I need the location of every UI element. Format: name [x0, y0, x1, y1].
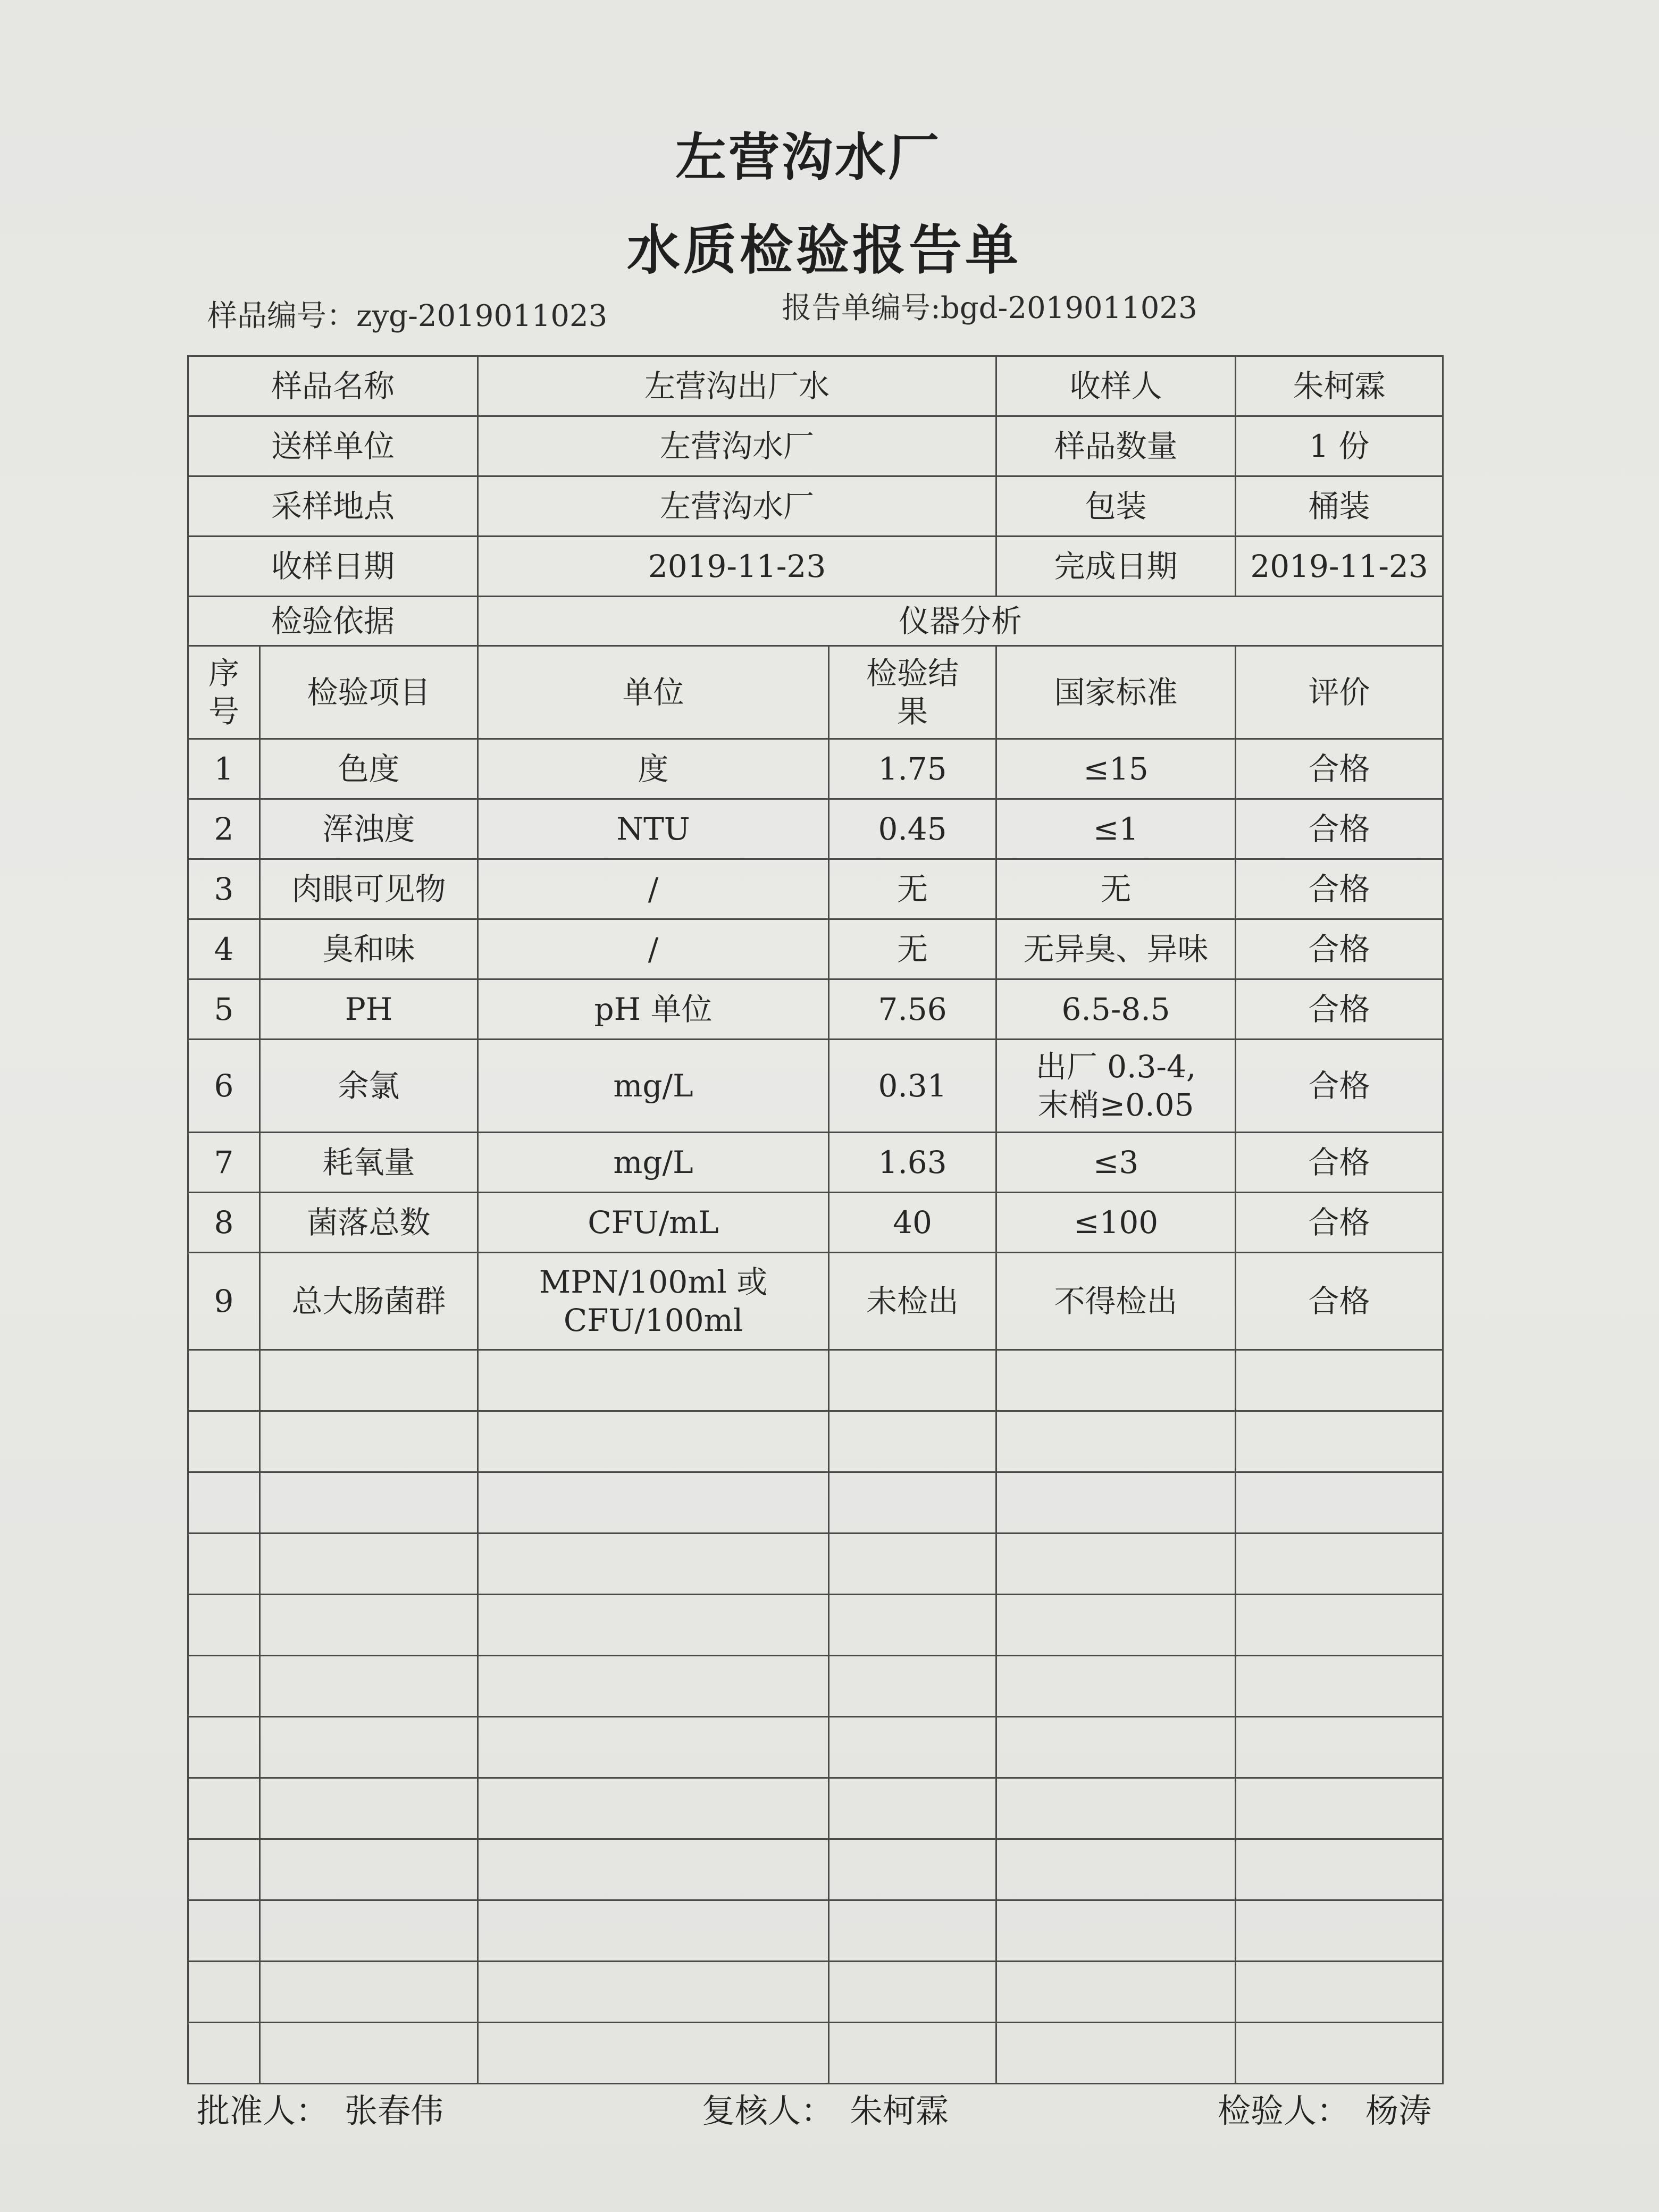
header-text-line: 检验结	[866, 655, 959, 691]
table-row	[188, 919, 1443, 979]
info-row-location	[188, 476, 1443, 537]
row-evaluation: 合格	[1236, 979, 1443, 1040]
sample-number-value: zyg-2019011023	[356, 299, 608, 333]
row-item: 余氯	[260, 1040, 478, 1133]
info-value: 1 份	[1236, 416, 1443, 476]
info-label: 包装	[996, 476, 1236, 537]
row-no: 8	[188, 1193, 260, 1253]
info-label: 样品数量	[996, 416, 1236, 476]
column-header-standard: 国家标准	[996, 646, 1236, 739]
row-evaluation: 合格	[1236, 859, 1443, 919]
row-unit: mg/L	[478, 1133, 829, 1193]
blank-row	[188, 1534, 1443, 1595]
row-result: 1.75	[829, 739, 996, 799]
standard-line: 出厂 0.3-4,	[1035, 1048, 1196, 1085]
reviewer-name: 朱柯霖	[850, 2091, 949, 2130]
row-item: 浑浊度	[260, 799, 478, 859]
info-label: 样品名称	[188, 356, 478, 416]
info-label: 完成日期	[996, 537, 1236, 597]
approver-name: 张春伟	[345, 2091, 444, 2130]
info-row-sender	[188, 416, 1443, 476]
row-standard: 6.5-8.5	[996, 979, 1236, 1040]
info-value: 左营沟水厂	[478, 476, 996, 537]
inspector-signature	[1218, 2084, 1431, 2132]
row-item: 肉眼可见物	[260, 859, 478, 919]
blank-row	[188, 1900, 1443, 1962]
inspection-table	[187, 355, 1444, 2084]
table-row	[188, 799, 1443, 859]
row-no: 4	[188, 919, 260, 979]
header-text-line: 号	[208, 693, 239, 730]
report-title: 水质检验报告单	[627, 219, 1021, 281]
blank-row	[188, 1778, 1443, 1839]
header-text-line: 序	[208, 655, 239, 691]
row-result: 无	[829, 919, 996, 979]
info-value: 朱柯霖	[1236, 356, 1443, 416]
report-number-label: 报告单编号:	[782, 291, 941, 325]
column-header-row	[188, 646, 1443, 739]
row-item: PH	[260, 979, 478, 1040]
report-number	[782, 284, 1197, 327]
row-evaluation: 合格	[1236, 739, 1443, 799]
blank-row	[188, 1350, 1443, 1411]
row-no: 2	[188, 799, 260, 859]
row-standard	[996, 1040, 1236, 1133]
table-row	[188, 1040, 1443, 1133]
plant-name: 左营沟水厂	[675, 128, 941, 187]
row-item: 臭和味	[260, 919, 478, 979]
row-item: 色度	[260, 739, 478, 799]
row-no: 3	[188, 859, 260, 919]
column-header-no	[188, 646, 260, 739]
row-result: 无	[829, 859, 996, 919]
table-row	[188, 739, 1443, 799]
row-unit	[478, 1253, 829, 1350]
row-no: 9	[188, 1253, 260, 1350]
info-row-sample-name	[188, 356, 1443, 416]
row-unit: /	[478, 919, 829, 979]
reviewer-signature	[702, 2084, 949, 2132]
info-label: 收样人	[996, 356, 1236, 416]
row-no: 7	[188, 1133, 260, 1193]
blank-row	[188, 1411, 1443, 1472]
blank-row	[188, 1595, 1443, 1656]
row-no: 5	[188, 979, 260, 1040]
approver-label: 批准人：	[197, 2091, 329, 2130]
row-standard: ≤3	[996, 1133, 1236, 1193]
row-no: 6	[188, 1040, 260, 1133]
table-row	[188, 1253, 1443, 1350]
row-unit: /	[478, 859, 829, 919]
blank-row	[188, 1656, 1443, 1717]
row-result: 0.31	[829, 1040, 996, 1133]
row-standard: ≤15	[996, 739, 1236, 799]
info-label: 收样日期	[188, 537, 478, 597]
row-standard: ≤1	[996, 799, 1236, 859]
row-unit: 度	[478, 739, 829, 799]
row-no: 1	[188, 739, 260, 799]
header-text-line: 果	[897, 693, 928, 730]
info-row-dates	[188, 537, 1443, 597]
report-number-value: bgd-2019011023	[940, 291, 1197, 325]
table-row	[188, 979, 1443, 1040]
inspector-name: 杨涛	[1365, 2091, 1432, 2130]
reviewer-label: 复核人：	[702, 2091, 834, 2130]
standard-line: 末梢≥0.05	[1037, 1087, 1194, 1123]
info-row-basis	[188, 597, 1443, 646]
column-header-item: 检验项目	[260, 646, 478, 739]
row-unit: pH 单位	[478, 979, 829, 1040]
blank-row	[188, 2023, 1443, 2084]
row-item: 菌落总数	[260, 1193, 478, 1253]
blank-row	[188, 1839, 1443, 1900]
column-header-evaluation: 评价	[1236, 646, 1443, 739]
row-result: 未检出	[829, 1253, 996, 1350]
row-standard: 无	[996, 859, 1236, 919]
row-item: 总大肠菌群	[260, 1253, 478, 1350]
row-evaluation: 合格	[1236, 919, 1443, 979]
row-result: 7.56	[829, 979, 996, 1040]
info-label: 送样单位	[188, 416, 478, 476]
row-result: 0.45	[829, 799, 996, 859]
row-result: 40	[829, 1193, 996, 1253]
info-value: 左营沟水厂	[478, 416, 996, 476]
row-unit: mg/L	[478, 1040, 829, 1133]
row-evaluation: 合格	[1236, 1133, 1443, 1193]
row-evaluation: 合格	[1236, 1040, 1443, 1133]
row-result: 1.63	[829, 1133, 996, 1193]
approver-signature	[197, 2084, 443, 2132]
row-standard: ≤100	[996, 1193, 1236, 1253]
info-value: 左营沟出厂水	[478, 356, 996, 416]
column-header-unit: 单位	[478, 646, 829, 739]
row-unit: NTU	[478, 799, 829, 859]
sample-number	[207, 292, 607, 335]
table-row	[188, 1193, 1443, 1253]
row-evaluation: 合格	[1236, 799, 1443, 859]
row-standard: 无异臭、异味	[996, 919, 1236, 979]
row-standard: 不得检出	[996, 1253, 1236, 1350]
blank-row	[188, 1962, 1443, 2023]
row-item: 耗氧量	[260, 1133, 478, 1193]
info-value: 仪器分析	[478, 597, 1443, 646]
info-value: 2019-11-23	[1236, 537, 1443, 597]
inspector-label: 检验人：	[1218, 2091, 1350, 2130]
info-label: 采样地点	[188, 476, 478, 537]
row-evaluation: 合格	[1236, 1193, 1443, 1253]
unit-line: MPN/100ml 或	[539, 1263, 768, 1300]
row-unit: CFU/mL	[478, 1193, 829, 1253]
unit-line: CFU/100ml	[563, 1302, 743, 1338]
sample-number-label: 样品编号：	[207, 299, 356, 333]
row-evaluation: 合格	[1236, 1253, 1443, 1350]
blank-row	[188, 1717, 1443, 1778]
info-label: 检验依据	[188, 597, 478, 646]
column-header-result	[829, 646, 996, 739]
blank-row	[188, 1472, 1443, 1534]
info-value: 桶装	[1236, 476, 1443, 537]
table-row	[188, 1133, 1443, 1193]
table-row	[188, 859, 1443, 919]
info-value: 2019-11-23	[478, 537, 996, 597]
